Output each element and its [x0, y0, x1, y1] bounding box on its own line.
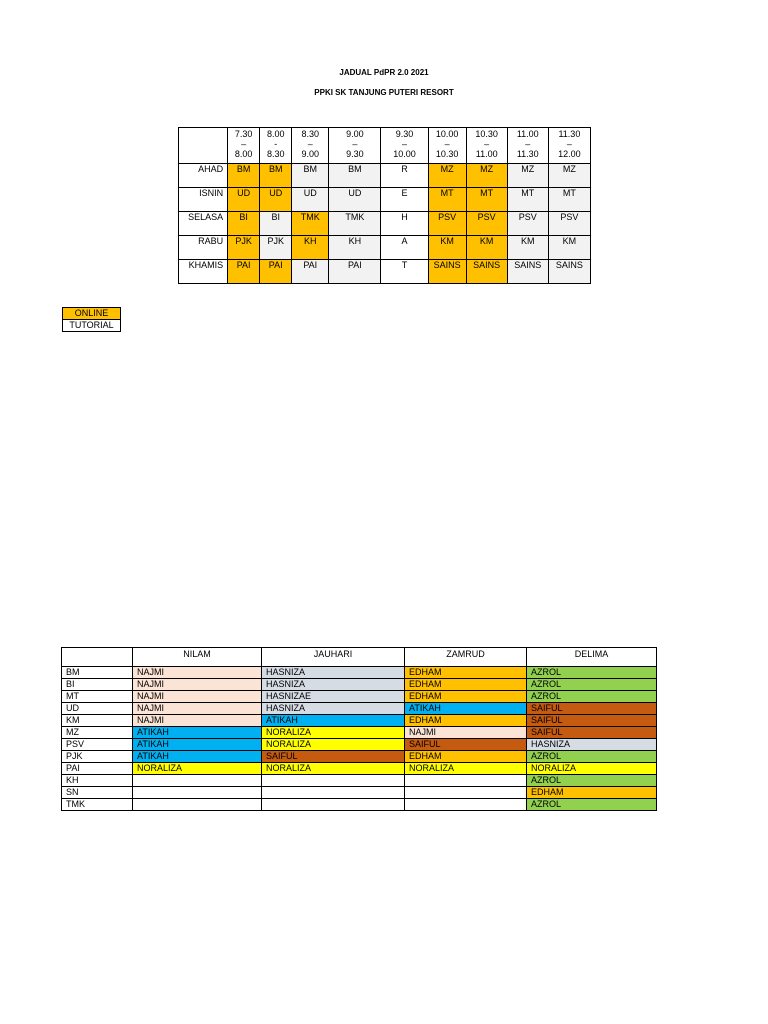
- teacher-cell: NAJMI: [133, 679, 262, 691]
- legend-tutorial: TUTORIAL: [63, 320, 121, 332]
- time-slot-header: [466, 128, 507, 164]
- teacher-cell: [262, 799, 405, 811]
- time-slot-line: 11.30: [558, 129, 581, 139]
- time-slot-line: 11.00: [516, 129, 539, 139]
- subject-cell: PAI: [292, 260, 329, 284]
- subject-label: SN: [62, 787, 133, 799]
- teacher-cell: [133, 787, 262, 799]
- subject-cell: BI: [228, 212, 260, 236]
- time-slot-line: –: [307, 139, 313, 149]
- teacher-cell: [405, 799, 527, 811]
- subject-cell: PSV: [466, 212, 507, 236]
- time-slot-header: [428, 128, 466, 164]
- teacher-cell: AZROL: [527, 691, 657, 703]
- time-slot-header: [228, 128, 260, 164]
- class-header: DELIMA: [527, 648, 657, 667]
- subject-cell: MT: [507, 188, 548, 212]
- teacher-cell: HASNIZA: [262, 679, 405, 691]
- time-slot-line: –: [525, 139, 531, 149]
- teacher-cell: EDHAM: [405, 679, 527, 691]
- class-header: JAUHARI: [262, 648, 405, 667]
- subject-label: PSV: [62, 739, 133, 751]
- teacher-cell: AZROL: [527, 775, 657, 787]
- teacher-cell: ATIKAH: [133, 727, 262, 739]
- subject-cell: MT: [548, 188, 590, 212]
- teacher-row: [62, 763, 657, 775]
- time-slot-line: 8.00: [266, 129, 285, 139]
- time-slot-header: [381, 128, 428, 164]
- teacher-cell: SAIFUL: [527, 703, 657, 715]
- teacher-row: [62, 799, 657, 811]
- timetable-row: [179, 188, 591, 212]
- timetable-row: [179, 212, 591, 236]
- teacher-cell: NAJMI: [133, 667, 262, 679]
- subject-cell: PAI: [329, 260, 381, 284]
- teacher-cell: NORALIZA: [262, 763, 405, 775]
- teacher-row: [62, 751, 657, 763]
- subject-cell: KH: [292, 236, 329, 260]
- teacher-cell: HASNIZA: [262, 667, 405, 679]
- teacher-row: [62, 739, 657, 751]
- day-label: RABU: [179, 236, 228, 260]
- teacher-row: [62, 679, 657, 691]
- subject-cell: BM: [292, 164, 329, 188]
- teacher-row: [62, 775, 657, 787]
- subject-label: UD: [62, 703, 133, 715]
- subject-label: KM: [62, 715, 133, 727]
- subject-cell: SAINS: [466, 260, 507, 284]
- subject-cell: KM: [548, 236, 590, 260]
- subject-cell: T: [381, 260, 428, 284]
- subject-cell: UD: [329, 188, 381, 212]
- teacher-row: [62, 787, 657, 799]
- time-slot-line: -: [274, 139, 278, 149]
- subject-cell: H: [381, 212, 428, 236]
- subject-cell: MT: [428, 188, 466, 212]
- subject-label: KH: [62, 775, 133, 787]
- time-slot-line: –: [566, 139, 572, 149]
- time-slot-header: [329, 128, 381, 164]
- time-slot-header: [507, 128, 548, 164]
- teacher-cell: [262, 775, 405, 787]
- time-slot-line: 9.00: [301, 149, 320, 159]
- time-slot-line: 8.00: [234, 149, 253, 159]
- subject-cell: KM: [428, 236, 466, 260]
- teacher-cell: [405, 775, 527, 787]
- subject-cell: MT: [466, 188, 507, 212]
- subject-cell: SAINS: [507, 260, 548, 284]
- teacher-row: [62, 667, 657, 679]
- time-slot-line: 9.30: [395, 129, 414, 139]
- subject-cell: A: [381, 236, 428, 260]
- teacher-row: [62, 727, 657, 739]
- subject-cell: SAINS: [428, 260, 466, 284]
- time-slot-line: 8.30: [301, 129, 320, 139]
- page-subtitle: PPKI SK TANJUNG PUTERI RESORT: [314, 88, 454, 97]
- teacher-cell: SAIFUL: [262, 751, 405, 763]
- teacher-cell: EDHAM: [405, 667, 527, 679]
- timetable-row: [179, 260, 591, 284]
- subject-cell: R: [381, 164, 428, 188]
- time-slot-line: –: [352, 139, 358, 149]
- teacher-cell: SAIFUL: [527, 727, 657, 739]
- subject-cell: UD: [260, 188, 292, 212]
- teacher-cell: [262, 787, 405, 799]
- teacher-cell: NAJMI: [405, 727, 527, 739]
- teacher-cell: ATIKAH: [405, 703, 527, 715]
- legend-online: ONLINE: [63, 308, 121, 320]
- teacher-row: [62, 703, 657, 715]
- teacher-cell: AZROL: [527, 679, 657, 691]
- subject-cell: PSV: [428, 212, 466, 236]
- teacher-cell: NAJMI: [133, 691, 262, 703]
- subject-cell: MZ: [428, 164, 466, 188]
- day-label: SELASA: [179, 212, 228, 236]
- subject-label: TMK: [62, 799, 133, 811]
- teacher-cell: EDHAM: [405, 751, 527, 763]
- time-slot-line: 11.00: [475, 149, 498, 159]
- subject-label: MT: [62, 691, 133, 703]
- teacher-cell: SAIFUL: [527, 715, 657, 727]
- time-slot-line: 12.00: [558, 149, 581, 159]
- teacher-cell: NAJMI: [133, 715, 262, 727]
- subject-label: MZ: [62, 727, 133, 739]
- time-slot-header: [260, 128, 292, 164]
- teacher-cell: EDHAM: [527, 787, 657, 799]
- teacher-cell: NORALIZA: [262, 727, 405, 739]
- time-slot-line: 10.30: [475, 129, 498, 139]
- time-slot-line: 7.30: [234, 129, 253, 139]
- teacher-cell: NORALIZA: [527, 763, 657, 775]
- subject-cell: PSV: [548, 212, 590, 236]
- teacher-cell: HASNIZA: [527, 739, 657, 751]
- time-slot-header: [292, 128, 329, 164]
- time-slot-line: 8.30: [266, 149, 285, 159]
- subject-cell: BM: [260, 164, 292, 188]
- teacher-cell: AZROL: [527, 751, 657, 763]
- subject-cell: BI: [260, 212, 292, 236]
- day-label: AHAD: [179, 164, 228, 188]
- teacher-cell: NORALIZA: [262, 739, 405, 751]
- day-label: ISNIN: [179, 188, 228, 212]
- teacher-cell: EDHAM: [405, 715, 527, 727]
- subject-cell: BM: [329, 164, 381, 188]
- subject-cell: UD: [228, 188, 260, 212]
- subject-cell: TMK: [329, 212, 381, 236]
- time-slot-line: –: [484, 139, 490, 149]
- time-slot-line: 9.00: [346, 129, 364, 139]
- subject-cell: TMK: [292, 212, 329, 236]
- teacher-cell: NORALIZA: [133, 763, 262, 775]
- subject-cell: PSV: [507, 212, 548, 236]
- teacher-cell: AZROL: [527, 799, 657, 811]
- subject-label: BM: [62, 667, 133, 679]
- teacher-cell: [133, 799, 262, 811]
- timetable: [178, 127, 591, 284]
- teacher-cell: SAIFUL: [405, 739, 527, 751]
- class-header: ZAMRUD: [405, 648, 527, 667]
- teacher-cell: ATIKAH: [133, 751, 262, 763]
- teacher-cell: HASNIZAE: [262, 691, 405, 703]
- teacher-table: [61, 647, 657, 811]
- subject-cell: KH: [329, 236, 381, 260]
- time-slot-line: 9.30: [346, 149, 364, 159]
- time-slot-line: –: [241, 139, 247, 149]
- teacher-cell: NORALIZA: [405, 763, 527, 775]
- subject-label: PJK: [62, 751, 133, 763]
- time-slot-line: 11.30: [516, 149, 539, 159]
- subject-cell: KM: [507, 236, 548, 260]
- teacher-row: [62, 691, 657, 703]
- teacher-cell: HASNIZA: [262, 703, 405, 715]
- time-slot-line: –: [444, 139, 450, 149]
- teacher-cell: [405, 787, 527, 799]
- timetable-row: [179, 164, 591, 188]
- class-header: NILAM: [133, 648, 262, 667]
- header-corner: [62, 648, 133, 667]
- subject-cell: PAI: [228, 260, 260, 284]
- time-slot-line: –: [401, 139, 407, 149]
- subject-label: BI: [62, 679, 133, 691]
- teacher-cell: [133, 775, 262, 787]
- timetable-row: [179, 236, 591, 260]
- teacher-cell: ATIKAH: [133, 739, 262, 751]
- page-title: JADUAL PdPR 2.0 2021: [339, 68, 429, 77]
- subject-cell: E: [381, 188, 428, 212]
- teacher-row: [62, 715, 657, 727]
- subject-cell: PAI: [260, 260, 292, 284]
- subject-cell: PJK: [260, 236, 292, 260]
- header-corner: [179, 128, 228, 164]
- legend: [62, 307, 121, 332]
- teacher-cell: EDHAM: [405, 691, 527, 703]
- time-slot-header: [548, 128, 590, 164]
- subject-cell: SAINS: [548, 260, 590, 284]
- time-slot-line: 10.00: [435, 129, 459, 139]
- subject-cell: PJK: [228, 236, 260, 260]
- subject-cell: KM: [466, 236, 507, 260]
- subject-cell: MZ: [466, 164, 507, 188]
- subject-label: PAI: [62, 763, 133, 775]
- subject-cell: MZ: [507, 164, 548, 188]
- time-slot-line: 10.30: [435, 149, 459, 159]
- teacher-cell: NAJMI: [133, 703, 262, 715]
- subject-cell: MZ: [548, 164, 590, 188]
- subject-cell: UD: [292, 188, 329, 212]
- teacher-cell: ATIKAH: [262, 715, 405, 727]
- teacher-cell: AZROL: [527, 667, 657, 679]
- time-slot-line: 10.00: [393, 149, 416, 159]
- day-label: KHAMIS: [179, 260, 228, 284]
- subject-cell: BM: [228, 164, 260, 188]
